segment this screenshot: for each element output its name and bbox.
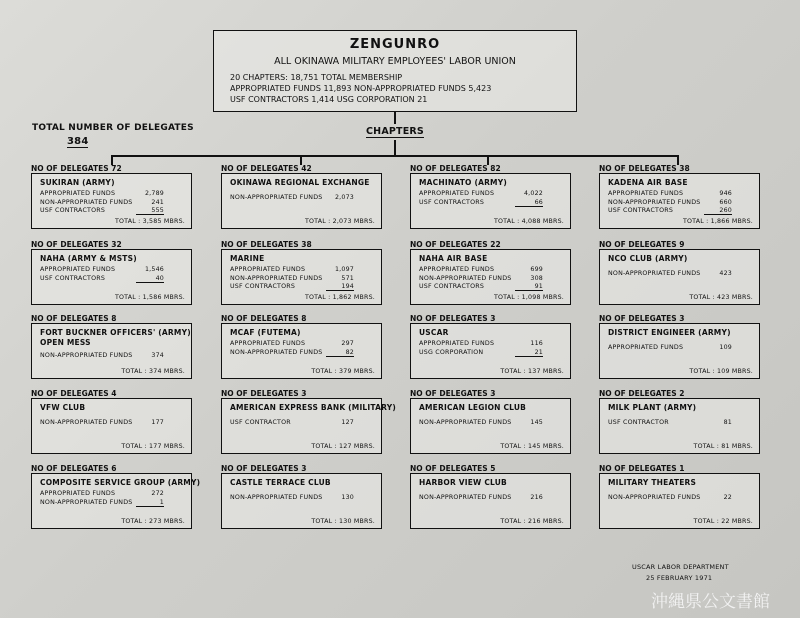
chapter-delegates: NO OF DELEGATES 38 xyxy=(599,164,690,173)
fund-value: 1,546 xyxy=(144,266,164,273)
chapter-name: SUKIRAN (ARMY) xyxy=(40,178,115,187)
chapter-total: TOTAL : 130 MBRS. xyxy=(311,518,375,525)
fund-value: 555 xyxy=(136,207,164,215)
fund-value: 116 xyxy=(530,340,543,347)
fund-value: 260 xyxy=(704,207,732,215)
fund-label: APPROPRIATED FUNDS xyxy=(40,490,116,497)
fund-value: 145 xyxy=(530,419,543,426)
chapter-delegates: NO OF DELEGATES 82 xyxy=(410,164,501,173)
fund-value: 216 xyxy=(530,494,543,501)
fund-value: 21 xyxy=(515,349,543,357)
header-box xyxy=(213,30,577,112)
chapter-box xyxy=(31,249,192,305)
chapter-box xyxy=(31,323,192,379)
fund-value: 66 xyxy=(515,199,543,207)
chapter-total: TOTAL : 3,585 MBRS. xyxy=(114,218,185,225)
fund-value: 177 xyxy=(151,419,164,426)
fund-label: NON-APPROPRIATED FUNDS xyxy=(608,198,701,206)
chapter-delegates: NO OF DELEGATES 8 xyxy=(221,314,307,323)
footer-date: 25 FEBRUARY 1971 xyxy=(646,574,713,582)
fund-label: APPROPRIATED FUNDS xyxy=(608,344,684,351)
chapter-total: TOTAL : 216 MBRS. xyxy=(500,518,564,525)
chapter-name: AMERICAN EXPRESS BANK (MILITARY) xyxy=(230,403,396,412)
chapter-total: TOTAL : 177 MBRS. xyxy=(121,443,185,450)
chapter-box xyxy=(599,473,760,529)
chapter-total: TOTAL : 423 MBRS. xyxy=(689,294,753,301)
fund-label: NON-APPROPRIATED FUNDS xyxy=(230,348,323,356)
fund-value: 571 xyxy=(341,274,354,282)
fund-label: NON-APPROPRIATED FUNDS xyxy=(40,198,133,206)
chapter-box xyxy=(221,249,382,305)
fund-value: 241 xyxy=(151,198,164,206)
fund-label: NON-APPROPRIATED FUNDS xyxy=(608,270,701,277)
fund-value: 40 xyxy=(136,275,164,283)
chapter-name: NCO CLUB (ARMY) xyxy=(608,254,688,263)
chapter-delegates: NO OF DELEGATES 42 xyxy=(221,164,312,173)
delegates-label: TOTAL NUMBER OF DELEGATES xyxy=(32,123,194,133)
fund-value: 272 xyxy=(151,490,164,497)
fund-value: 2,073 xyxy=(334,194,354,201)
chapter-box xyxy=(599,173,760,229)
fund-label: APPROPRIATED FUNDS xyxy=(419,190,495,197)
chapter-delegates: NO OF DELEGATES 8 xyxy=(31,314,117,323)
chapter-delegates: NO OF DELEGATES 3 xyxy=(410,314,496,323)
fund-value: 130 xyxy=(341,494,354,501)
chapter-name: KADENA AIR BASE xyxy=(608,178,688,187)
chapter-name: VFW CLUB xyxy=(40,403,86,412)
chapter-delegates: NO OF DELEGATES 38 xyxy=(221,240,312,249)
chapter-delegates: NO OF DELEGATES 22 xyxy=(410,240,501,249)
chapter-total: TOTAL : 81 MBRS. xyxy=(693,443,753,450)
chapter-box xyxy=(31,473,201,529)
chapter-total: TOTAL : 1,586 MBRS. xyxy=(114,294,185,301)
fund-value: 699 xyxy=(530,266,543,273)
fund-value: 374 xyxy=(151,352,164,359)
chapters-branch-line xyxy=(111,155,678,157)
fund-label: NON-APPROPRIATED FUNDS xyxy=(230,494,323,501)
fund-label: USF CONTRACTOR xyxy=(608,419,669,426)
chapter-box xyxy=(599,398,760,454)
chapter-box xyxy=(221,398,396,454)
fund-label: APPROPRIATED FUNDS xyxy=(40,266,116,273)
header-membership: 20 CHAPTERS: 18,751 TOTAL MEMBERSHIP xyxy=(230,73,403,82)
chapter-name: MARINE xyxy=(230,254,265,263)
header-connector xyxy=(394,112,396,124)
fund-label: APPROPRIATED FUNDS xyxy=(419,266,495,273)
chapter-box xyxy=(221,473,382,529)
chapter-total: TOTAL : 109 MBRS. xyxy=(689,368,753,375)
fund-label: USF CONTRACTORS xyxy=(608,207,674,214)
chapter-name: FORT BUCKNER OFFICERS' (ARMY) xyxy=(40,328,191,337)
chapter-name-line2: OPEN MESS xyxy=(40,338,91,347)
fund-label: APPROPRIATED FUNDS xyxy=(230,266,306,273)
chapter-total: TOTAL : 1,866 MBRS. xyxy=(682,218,753,225)
fund-value: 22 xyxy=(723,494,732,501)
chapter-box xyxy=(410,398,571,454)
delegates-count: 384 xyxy=(67,136,89,147)
fund-label: USG CORPORATION xyxy=(419,348,484,356)
chapter-name: USCAR xyxy=(419,328,449,337)
fund-label: NON-APPROPRIATED FUNDS xyxy=(40,498,133,506)
chapter-box xyxy=(221,173,382,229)
fund-label: APPROPRIATED FUNDS xyxy=(230,340,306,347)
fund-value: 308 xyxy=(530,274,543,282)
chapter-total: TOTAL : 273 MBRS. xyxy=(121,518,185,525)
fund-label: USF CONTRACTORS xyxy=(40,207,106,214)
chapter-delegates: NO OF DELEGATES 3 xyxy=(599,314,685,323)
fund-value: 946 xyxy=(719,190,732,197)
fund-value: 91 xyxy=(515,283,543,291)
chapter-total: TOTAL : 1,098 MBRS. xyxy=(493,294,564,301)
chapter-box xyxy=(31,398,192,454)
chapter-delegates: NO OF DELEGATES 72 xyxy=(31,164,122,173)
chapter-name: AMERICAN LEGION CLUB xyxy=(419,403,527,412)
chapters-connector xyxy=(394,140,396,155)
chapter-total: TOTAL : 145 MBRS. xyxy=(500,443,564,450)
fund-label: NON-APPROPRIATED FUNDS xyxy=(419,494,512,501)
chapter-box xyxy=(410,249,571,305)
fund-label: NON-APPROPRIATED FUNDS xyxy=(608,494,701,501)
fund-value: 423 xyxy=(719,270,732,277)
chapter-name: MILITARY THEATERS xyxy=(608,478,697,487)
header-subtitle: ALL OKINAWA MILITARY EMPLOYEES' LABOR UNION xyxy=(274,56,516,67)
fund-label: USF CONTRACTORS xyxy=(230,283,296,290)
chapter-delegates: NO OF DELEGATES 2 xyxy=(599,389,685,398)
fund-label: APPROPRIATED FUNDS xyxy=(608,190,684,197)
chapter-delegates: NO OF DELEGATES 1 xyxy=(599,464,685,473)
chapter-name: COMPOSITE SERVICE GROUP (ARMY) xyxy=(40,478,201,487)
fund-value: 109 xyxy=(719,344,732,351)
archive-watermark: 沖縄県公文書館 xyxy=(651,592,770,612)
chapter-name: OKINAWA REGIONAL EXCHANGE xyxy=(230,178,370,187)
chapter-delegates: NO OF DELEGATES 4 xyxy=(31,389,117,398)
fund-value: 2,789 xyxy=(144,190,164,197)
fund-value: 660 xyxy=(719,198,732,206)
footer-department: USCAR LABOR DEPARTMENT xyxy=(632,563,729,571)
chapter-name: NAHA (ARMY & MSTS) xyxy=(40,254,137,263)
chapter-box xyxy=(599,249,760,305)
chapter-box xyxy=(31,173,192,229)
header-funds: APPROPRIATED FUNDS 11,893 NON-APPROPRIATED FUNDS 5,423 xyxy=(230,84,492,93)
chapters-label: CHAPTERS xyxy=(366,126,424,137)
chapter-box xyxy=(410,473,571,529)
chapter-total: TOTAL : 22 MBRS. xyxy=(693,518,753,525)
fund-label: NON-APPROPRIATED FUNDS xyxy=(419,274,512,282)
chapter-name: MACHINATO (ARMY) xyxy=(419,178,507,187)
fund-label: APPROPRIATED FUNDS xyxy=(40,190,116,197)
chapter-name: DISTRICT ENGINEER (ARMY) xyxy=(608,328,731,337)
fund-label: NON-APPROPRIATED FUNDS xyxy=(419,419,512,426)
chapter-delegates: NO OF DELEGATES 5 xyxy=(410,464,496,473)
chapter-total: TOTAL : 4,088 MBRS. xyxy=(493,218,564,225)
chapter-box xyxy=(599,323,760,379)
fund-value: 194 xyxy=(326,283,354,291)
chapter-total: TOTAL : 2,073 MBRS. xyxy=(304,218,375,225)
chapter-name: CASTLE TERRACE CLUB xyxy=(230,478,331,487)
header-title: ZENGUNRO xyxy=(349,37,441,52)
chapter-delegates: NO OF DELEGATES 3 xyxy=(410,389,496,398)
fund-value: 1,097 xyxy=(334,266,354,273)
chapter-delegates: NO OF DELEGATES 3 xyxy=(221,389,307,398)
chapter-total: TOTAL : 379 MBRS. xyxy=(311,368,375,375)
chapter-total: TOTAL : 127 MBRS. xyxy=(311,443,375,450)
fund-label: APPROPRIATED FUNDS xyxy=(419,340,495,347)
chapter-box xyxy=(221,323,382,379)
chapter-delegates: NO OF DELEGATES 6 xyxy=(31,464,117,473)
fund-label: USF CONTRACTORS xyxy=(419,283,485,290)
chapter-delegates: NO OF DELEGATES 3 xyxy=(221,464,307,473)
header-contractors: USF CONTRACTORS 1,414 USG CORPORATION 21 xyxy=(230,95,428,104)
chapter-total: TOTAL : 1,862 MBRS. xyxy=(304,294,375,301)
fund-label: NON-APPROPRIATED FUNDS xyxy=(230,274,323,282)
chapter-total: TOTAL : 137 MBRS. xyxy=(500,368,564,375)
chapter-name: MILK PLANT (ARMY) xyxy=(608,403,697,412)
fund-value: 1 xyxy=(136,499,164,507)
chapter-name: NAHA AIR BASE xyxy=(419,254,488,263)
fund-label: USF CONTRACTOR xyxy=(230,419,291,426)
fund-label: NON-APPROPRIATED FUNDS xyxy=(40,352,133,359)
fund-label: USF CONTRACTORS xyxy=(419,198,485,206)
fund-value: 297 xyxy=(341,340,354,347)
fund-value: 81 xyxy=(723,419,732,426)
fund-label: USF CONTRACTORS xyxy=(40,274,106,282)
fund-value: 4,022 xyxy=(523,190,543,197)
fund-value: 82 xyxy=(326,349,354,357)
fund-label: NON-APPROPRIATED FUNDS xyxy=(230,194,323,201)
chapter-name: MCAF (FUTEMA) xyxy=(230,328,301,337)
fund-value: 127 xyxy=(341,419,354,426)
chapter-box xyxy=(410,173,571,229)
fund-label: NON-APPROPRIATED FUNDS xyxy=(40,419,133,426)
chapter-delegates: NO OF DELEGATES 9 xyxy=(599,240,685,249)
chapter-total: TOTAL : 374 MBRS. xyxy=(121,368,185,375)
chapter-box xyxy=(410,323,571,379)
chapter-delegates: NO OF DELEGATES 32 xyxy=(31,240,122,249)
chapter-name: HARBOR VIEW CLUB xyxy=(419,478,507,487)
